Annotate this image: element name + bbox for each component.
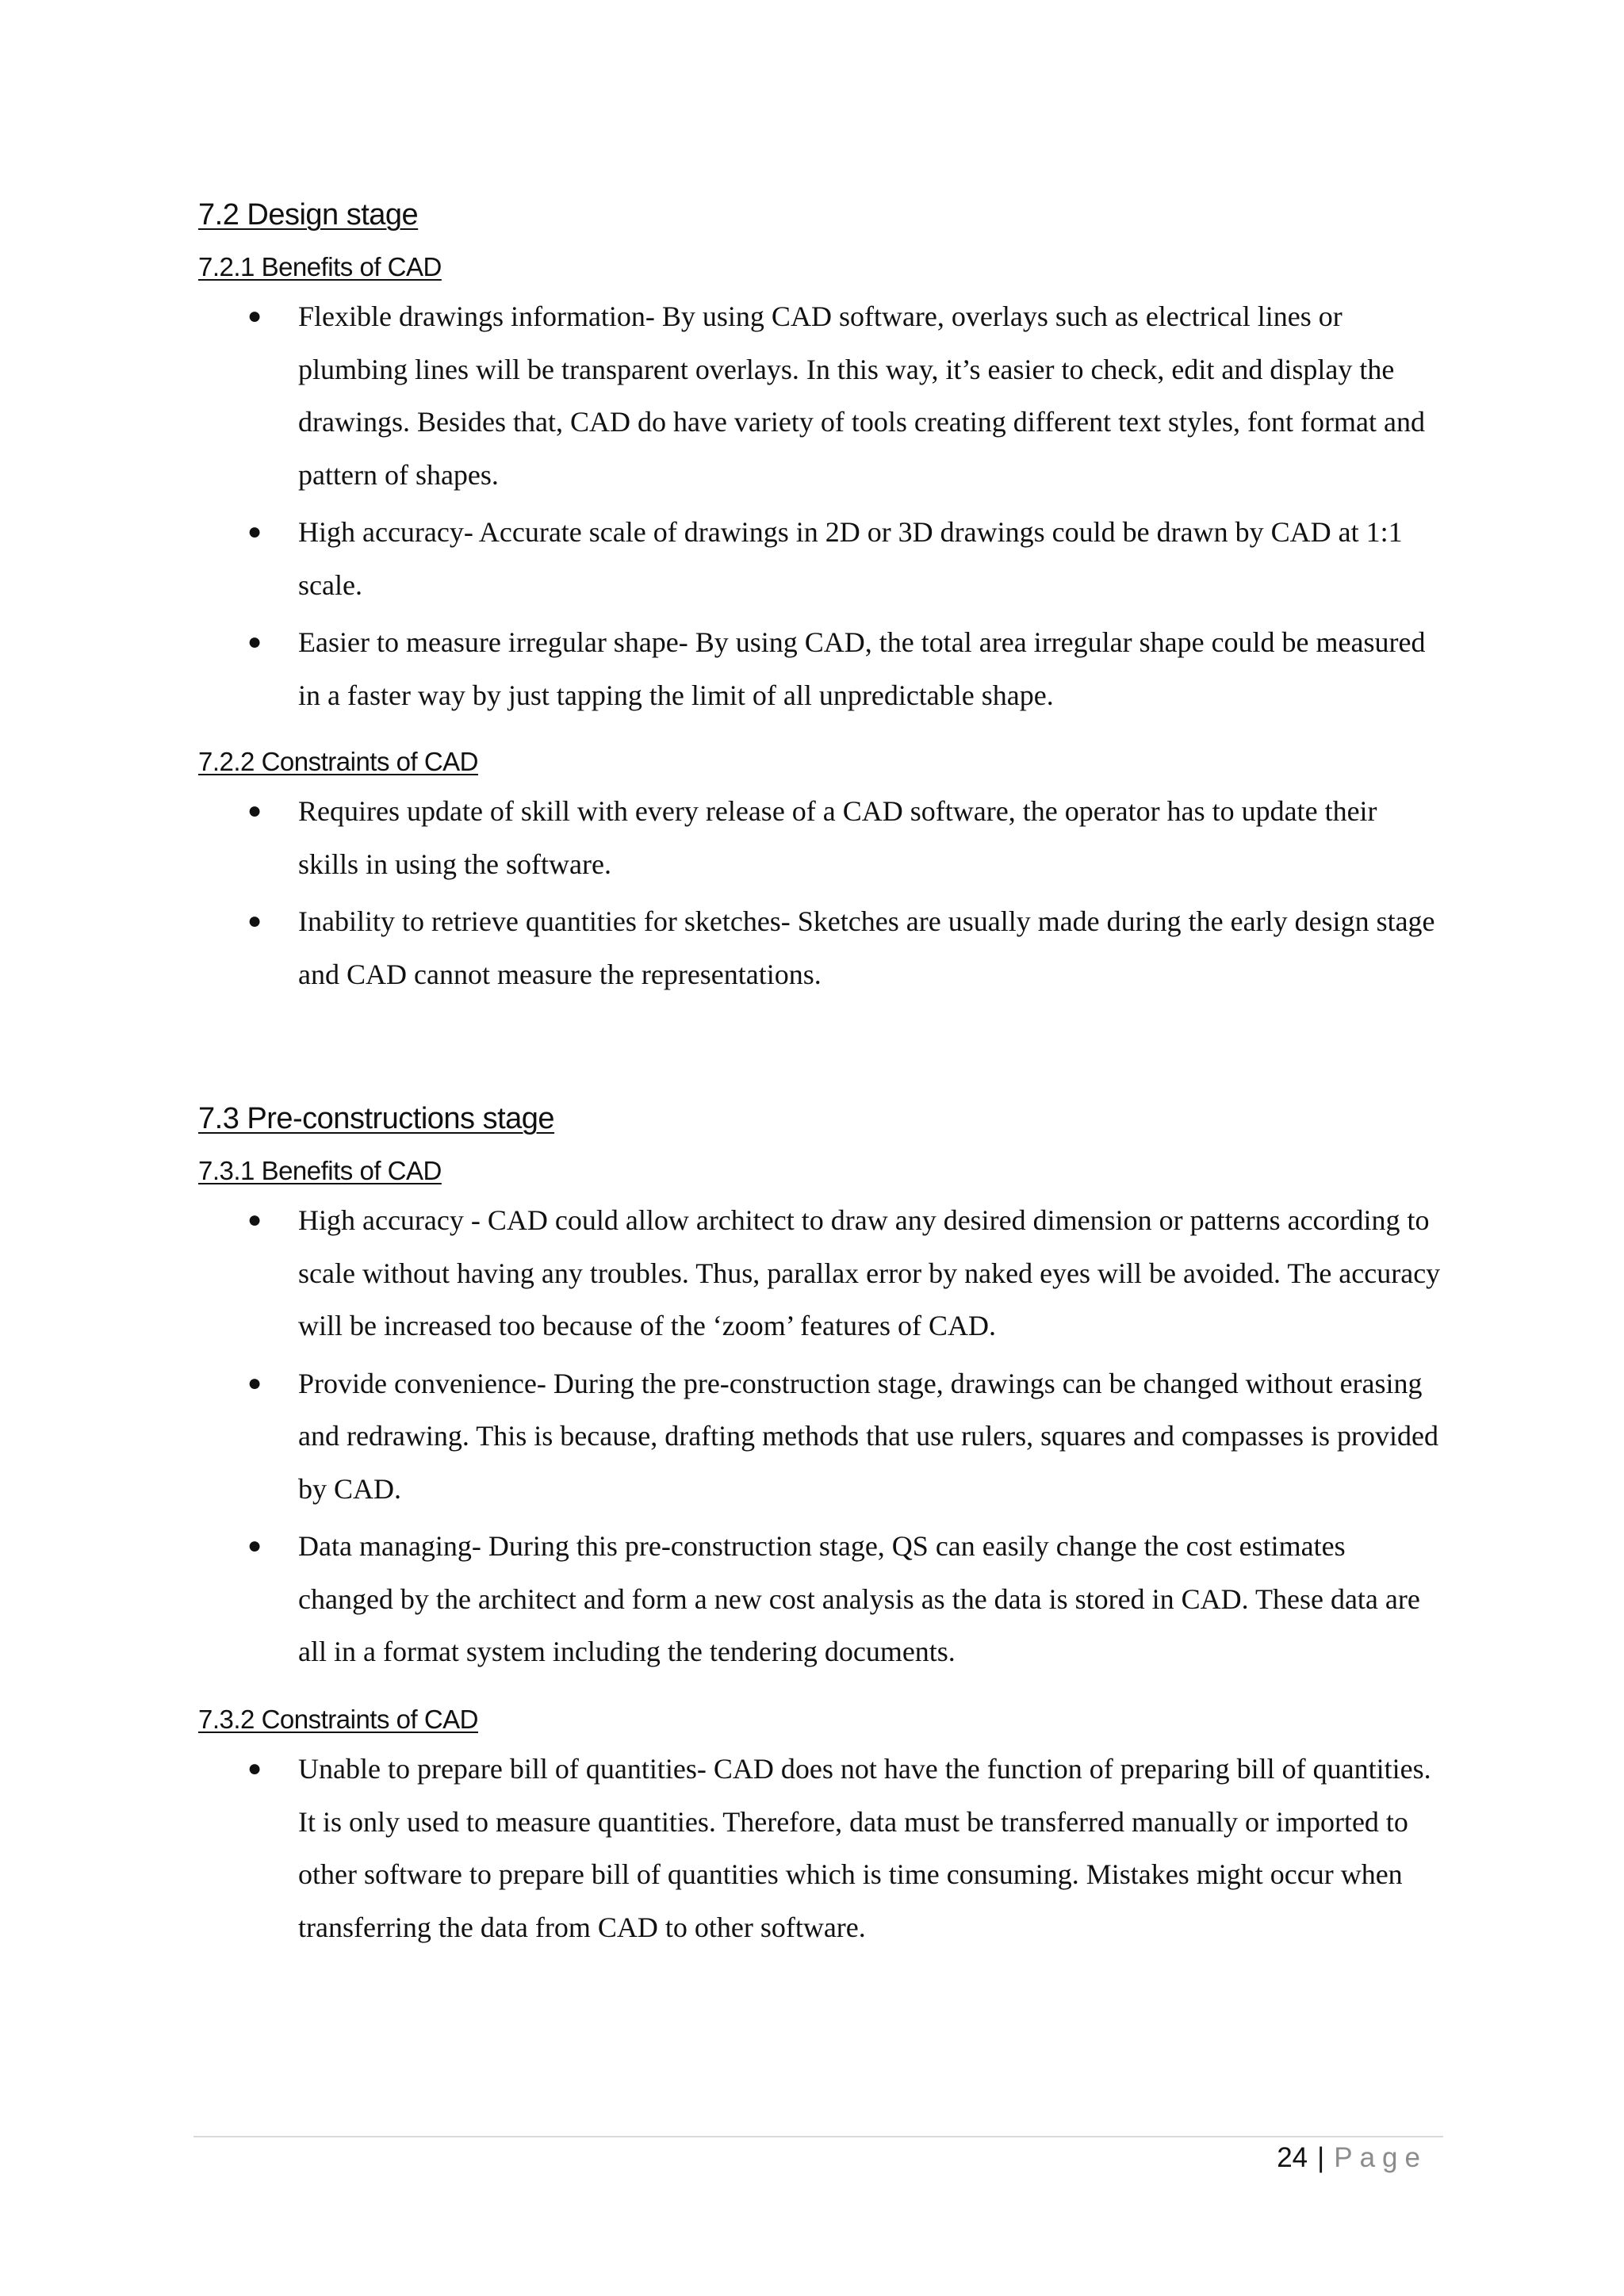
list-item: ● High accuracy- Accurate scale of drawings in 2D or 3D drawings could be drawn by CAD at 1:1 scale. xyxy=(247,506,1441,611)
list-item: ● Flexible drawings information- By using CAD software, overlays such as electrical lines or plumbing lines will be transparent overlays. In this way, it’s easier to check, edit and display the drawings. Besides that, CAD do have variety of tools creating different text styles, font format and pattern of shapes. xyxy=(247,290,1441,501)
bullet-icon: ● xyxy=(247,798,262,824)
list-item: ● Data managing- During this pre-construction stage, QS can easily change the cost estimates changed by the architect and form a new cost analysis as the data is stored in CAD. These data are all in a format system including the tendering documents. xyxy=(247,1520,1441,1678)
preconstruction-benefits-list xyxy=(247,1194,1441,1678)
list-item: ● Unable to prepare bill of quantities- CAD does not have the function of preparing bill of quantities. It is only used to measure quantities. Therefore, data must be transferred manually or imported to other software to prepare bill of quantities which is time consuming. Mistakes might occur when transferring the data from CAD to other software. xyxy=(247,1743,1441,1954)
footer-divider xyxy=(193,2136,1443,2137)
design-constraints-list xyxy=(247,785,1441,1001)
list-item: ● Inability to retrieve quantities for sketches- Sketches are usually made during the early design stage and CAD cannot measure the representations. xyxy=(247,895,1441,1001)
footer-separator: | xyxy=(1317,2142,1325,2173)
subsection-heading-preconstruction-benefits: 7.3.1 Benefits of CAD xyxy=(198,1156,442,1185)
bullet-icon: ● xyxy=(247,303,262,329)
subsection-heading-preconstruction-constraints: 7.3.2 Constraints of CAD xyxy=(198,1705,478,1734)
page-number: 24 xyxy=(1277,2142,1308,2173)
preconstruction-constraints-list xyxy=(247,1743,1441,1954)
design-benefits-list xyxy=(247,290,1441,721)
page-label: Page xyxy=(1334,2142,1427,2173)
page-footer xyxy=(1277,2142,1427,2174)
bullet-icon: ● xyxy=(247,1533,262,1559)
section-heading-pre-constructions-stage: 7.3 Pre-constructions stage xyxy=(198,1102,555,1135)
bullet-icon: ● xyxy=(247,908,262,934)
bullet-icon: ● xyxy=(247,1207,262,1233)
subsection-heading-design-constraints: 7.2.2 Constraints of CAD xyxy=(198,747,478,776)
bullet-icon: ● xyxy=(247,1755,262,1781)
bullet-icon: ● xyxy=(247,519,262,545)
list-item: ● Provide convenience- During the pre-construction stage, drawings can be changed without erasing and redrawing. This is because, drafting methods that use rulers, squares and compasses is provided by CAD. xyxy=(247,1357,1441,1516)
list-item: ● Requires update of skill with every release of a CAD software, the operator has to update their skills in using the software. xyxy=(247,785,1441,890)
bullet-icon: ● xyxy=(247,629,262,655)
subsection-heading-design-benefits: 7.2.1 Benefits of CAD xyxy=(198,252,442,281)
list-item: ● Easier to measure irregular shape- By using CAD, the total area irregular shape could be measured in a faster way by just tapping the limit of all unpredictable shape. xyxy=(247,616,1441,721)
bullet-icon: ● xyxy=(247,1369,262,1396)
list-item: ● High accuracy - CAD could allow architect to draw any desired dimension or patterns according to scale without having any troubles. Thus, parallax error by naked eyes will be avoided. The accuracy will be increased too because of the ‘zoom’ features of CAD. xyxy=(247,1194,1441,1353)
section-heading-design-stage: 7.2 Design stage xyxy=(198,198,419,232)
